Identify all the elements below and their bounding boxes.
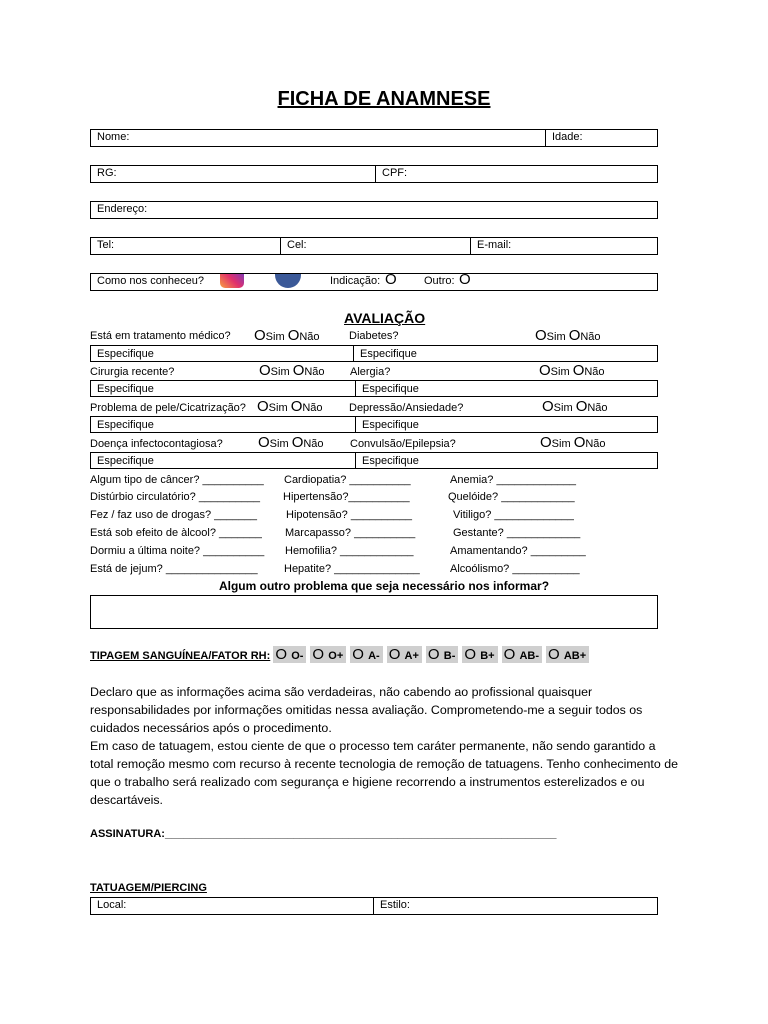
outro-problema-field[interactable]	[90, 595, 658, 629]
blood-option-b-pos[interactable]: O B+	[462, 646, 497, 663]
estilo-field[interactable]	[373, 898, 657, 914]
endereco-label: Endereço:	[97, 203, 148, 215]
especifique-field[interactable]: Especifique	[97, 455, 154, 467]
depressao-nao-radio[interactable]: O	[575, 398, 588, 415]
especifique-field[interactable]: Especifique	[353, 346, 657, 361]
declaracao	[90, 683, 680, 809]
answer-convulsao: OSim ONão	[540, 434, 606, 451]
alergia-sim-radio[interactable]: O	[539, 362, 551, 379]
checklist-item: Cardiopatia? __________	[284, 474, 411, 486]
assinatura-line[interactable]: ASSINATURA:________________________________________________________________	[90, 828, 557, 840]
email-label: E-mail:	[477, 239, 512, 251]
especifique-field[interactable]: Especifique	[97, 383, 154, 395]
question-convulsao: Convulsão/Epilepsia?	[350, 438, 456, 450]
answer-cirurgia: OSim ONão	[259, 362, 325, 379]
outro-label: Outro:	[424, 275, 455, 287]
question-tratamento: Está em tratamento médico?	[90, 330, 231, 342]
rg-field[interactable]	[91, 166, 375, 182]
blood-option-ab-neg[interactable]: O AB-	[502, 646, 542, 663]
convulsao-nao-radio[interactable]: O	[573, 434, 586, 451]
cpf-label: CPF:	[382, 167, 408, 179]
email-field[interactable]	[470, 238, 657, 254]
blood-option-o-neg[interactable]: O O-	[273, 646, 306, 663]
infecto-nao-radio[interactable]: O	[291, 434, 304, 451]
checklist-item: Vitiligo? _____________	[453, 509, 574, 521]
tratamento-sim-radio[interactable]: O	[254, 327, 266, 344]
infecto-sim-radio[interactable]: O	[258, 434, 270, 451]
nome-label: Nome:	[97, 131, 130, 143]
checklist-item: Alcoólismo? ___________	[450, 563, 580, 575]
especifique-row	[90, 345, 658, 362]
answer-tratamento: OSim ONão	[254, 327, 320, 344]
answer-diabetes: OSim ONão	[535, 327, 601, 344]
convulsao-sim-radio[interactable]: O	[540, 434, 552, 451]
tratamento-nao-radio[interactable]: O	[287, 327, 300, 344]
especifique-row	[90, 380, 658, 397]
question-pele: Problema de pele/Cicatrização?	[90, 402, 246, 414]
endereco-field[interactable]	[91, 202, 657, 218]
nome-row	[90, 129, 658, 147]
cirurgia-nao-radio[interactable]: O	[292, 362, 305, 379]
alergia-nao-radio[interactable]: O	[572, 362, 585, 379]
especifique-field[interactable]: Especifique	[355, 381, 657, 396]
cirurgia-sim-radio[interactable]: O	[259, 362, 271, 379]
especifique-field[interactable]: Especifique	[355, 453, 657, 468]
checklist-item: Algum tipo de câncer? __________	[90, 474, 264, 486]
blood-option-a-neg[interactable]: O A-	[350, 646, 382, 663]
outro-problema-label: Algum outro problema que seja necessário nos informar?	[218, 579, 550, 593]
depressao-sim-radio[interactable]: O	[542, 398, 554, 415]
especifique-field[interactable]: Especifique	[355, 417, 657, 432]
question-infecto: Doença infectocontagiosa?	[90, 438, 223, 450]
question-diabetes: Diabetes?	[349, 330, 399, 342]
blood-option-ab-pos[interactable]: O AB+	[546, 646, 589, 663]
tatuagem-row	[90, 897, 658, 915]
checklist-item: Fez / faz uso de drogas? _______	[90, 509, 257, 521]
cel-field[interactable]	[280, 238, 470, 254]
especifique-row	[90, 416, 658, 433]
checklist-item: Quelóide? ____________	[448, 491, 575, 503]
declaracao-paragraph: Declaro que as informações acima são verdadeiras, não cabendo ao profissional quaisquer responsabilidades por informações omitidas nessa avaliação. Comprometendo-me a seguir todos os cuidados necessários após o procedimento.	[90, 685, 643, 735]
diabetes-sim-radio[interactable]: O	[535, 327, 547, 344]
tel-label: Tel:	[97, 239, 115, 251]
answer-alergia: OSim ONão	[539, 362, 605, 379]
tatuagem-heading: TATUAGEM/PIERCING	[90, 882, 207, 894]
instagram-icon[interactable]	[220, 274, 244, 288]
declaracao-paragraph: Em caso de tatuagem, estou ciente de que o processo tem caráter permanente, não sendo garantido a total remoção mesmo com recurso à recente tecnologia de remoção de tatuagens. Tenho conhecimento de que o trabalho será realizado com segurança e higiene recorrendo a instrumentos esterelizados e ou descartáveis.	[90, 739, 678, 807]
especifique-row	[90, 452, 658, 469]
diabetes-nao-radio[interactable]: O	[568, 327, 581, 344]
question-depressao: Depressão/Ansiedade?	[349, 402, 464, 414]
page-title: FICHA DE ANAMNESE	[277, 88, 491, 110]
documentos-row	[90, 165, 658, 183]
avaliacao-heading: AVALIAÇÃO	[344, 310, 426, 326]
checklist-item: Marcapasso? __________	[285, 527, 416, 539]
como-conheceu-row	[90, 273, 658, 291]
contato-row	[90, 237, 658, 255]
endereco-row	[90, 201, 658, 219]
idade-label: Idade:	[552, 131, 583, 143]
blood-option-b-neg[interactable]: O B-	[426, 646, 458, 663]
checklist-item: Está de jejum? _______________	[90, 563, 258, 575]
estilo-label: Estilo:	[380, 899, 410, 911]
checklist-item: Gestante? ____________	[453, 527, 581, 539]
checklist-item: Amamentando? _________	[450, 545, 586, 557]
local-field[interactable]	[91, 898, 373, 914]
checklist-item: Hemofilia? ____________	[285, 545, 414, 557]
cpf-field[interactable]	[375, 166, 657, 182]
question-cirurgia: Cirurgia recente?	[90, 366, 175, 378]
checklist-item: Hepatite? ______________	[284, 563, 420, 575]
question-alergia: Alergia?	[350, 366, 391, 378]
checklist-item: Dormiu a última noite? __________	[90, 545, 265, 557]
checklist-item: Hipotensão? __________	[286, 509, 413, 521]
answer-pele: OSim ONão	[257, 398, 323, 415]
indicacao-radio[interactable]: O	[385, 271, 397, 288]
nome-field[interactable]	[91, 130, 545, 146]
pele-nao-radio[interactable]: O	[290, 398, 303, 415]
indicacao-label: Indicação:	[330, 275, 381, 287]
checklist-item: Distúrbio circulatório? __________	[90, 491, 260, 503]
local-label: Local:	[97, 899, 127, 911]
answer-depressao: OSim ONão	[542, 398, 608, 415]
cel-label: Cel:	[287, 239, 307, 251]
tel-field[interactable]	[91, 238, 280, 254]
blood-option-o-pos[interactable]: O O+	[310, 646, 346, 663]
pele-sim-radio[interactable]: O	[257, 398, 269, 415]
answer-infecto: OSim ONão	[258, 434, 324, 451]
checklist-item: Está sob efeito de àlcool? _______	[90, 527, 262, 539]
checklist-item: Hipertensão?__________	[283, 491, 410, 503]
outro-radio[interactable]: O	[459, 271, 471, 288]
especifique-field[interactable]: Especifique	[97, 348, 154, 360]
como-conheceu-label: Como nos conheceu?	[97, 275, 205, 287]
tipagem-label: TIPAGEM SANGUÍNEA/FATOR RH:	[90, 650, 271, 662]
especifique-field[interactable]: Especifique	[97, 419, 154, 431]
blood-option-a-pos[interactable]: O A+	[387, 646, 422, 663]
tipagem-row	[90, 646, 593, 663]
idade-field[interactable]	[545, 130, 657, 146]
rg-label: RG:	[97, 167, 117, 179]
facebook-icon[interactable]	[275, 274, 301, 288]
checklist-item: Anemia? _____________	[450, 474, 577, 486]
